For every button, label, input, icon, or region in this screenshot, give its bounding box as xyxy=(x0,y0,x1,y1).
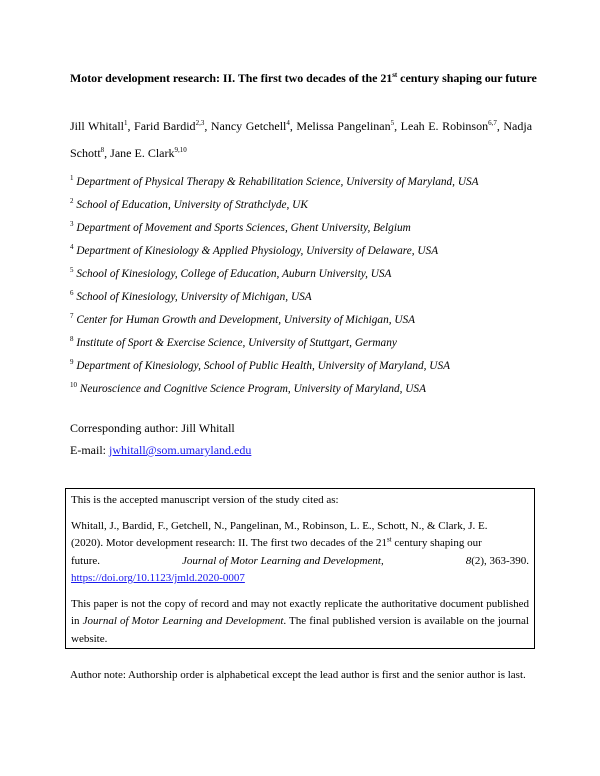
affiliation-item: $^2$ School of Education, University of Strathclyde, UK xyxy=(70,197,308,211)
affiliation-item: $^8$ Institute of Sport & Exercise Science, University of Stuttgart, Germany xyxy=(70,335,397,349)
author-name: Melissa Pangelinan xyxy=(296,119,391,133)
author-affiliation-marker: 8 xyxy=(100,146,105,154)
journal-name: Journal of Motor Learning and Development, xyxy=(182,554,384,567)
citation-line-1: Whitall, J., Bardid, F., Getchell, N., Pangelinan, M., Robinson, L. E., Schott, N., & Clark, J. E. xyxy=(71,519,488,532)
notice-intro: This is the accepted manuscript version of the study cited as: xyxy=(71,494,339,506)
doi-link[interactable]: https://doi.org/10.1123/jmld.2020-0007 xyxy=(71,572,245,584)
affiliation-item: $^6$ School of Kinesiology, University of Michigan, USA xyxy=(70,289,312,303)
email-link[interactable]: jwhitall@som.umaryland.edu xyxy=(109,443,252,457)
author-note: Author note: Authorship order is alphabetical except the lead author is first and the senior author is last. xyxy=(70,669,526,681)
author-name: Leah E. Robinson xyxy=(400,119,489,133)
author-name: Jane E. Clark xyxy=(110,146,175,160)
affiliation-item: $^4$ Department of Kinesiology & Applied Physiology, University of Delaware, USA xyxy=(70,243,439,257)
author-name: Nancy Getchell xyxy=(210,119,287,133)
author-affiliation-marker: 5 xyxy=(390,119,395,127)
manuscript-notice-box xyxy=(65,488,535,649)
citation-line-2: (2020). Motor development research: II. The first two decades of the 21st century shaping our xyxy=(71,535,482,549)
email-line: E-mail: jwhitall@som.umaryland.edu xyxy=(70,443,252,457)
author-affiliation-marker: 9,10 xyxy=(174,146,187,154)
author-name: Jill Whitall xyxy=(70,119,124,133)
author-list: Jill Whitall$^1$, Farid Bardid$^{2,3}$, Nancy Getchell$^4$, Melissa Pangelinan$^5$, Leah E. Robinson$^{6,7}$, Nadja Schott$^8$, Jane E. Clark$^{9,10}$ xyxy=(70,119,533,160)
author-name: Farid Bardid xyxy=(134,119,196,133)
author-name: Nadja Schott xyxy=(70,119,533,160)
affiliation-item: $^1$ Department of Physical Therapy & Rehabilitation Science, University of Maryland, USA xyxy=(70,174,479,188)
author-affiliation-marker: 2,3 xyxy=(195,119,205,127)
citation-line-3: future. Journal of Motor Learning and Development, 8(2), 363-390. xyxy=(71,553,529,571)
corresponding-author xyxy=(70,417,251,461)
affiliation-item: $^{10}$ Neuroscience and Cognitive Science Program, University of Maryland, USA xyxy=(70,381,426,395)
affiliation-item: $^5$ School of Kinesiology, College of Education, Auburn University, USA xyxy=(70,266,392,280)
notice-disclaimer: This paper is not the copy of record and may not exactly replicate the authoritative document published in Journal of Motor Learning and Development. The final published version is available on the journal website. xyxy=(71,597,529,645)
corresponding-author-label: Corresponding author: Jill Whitall xyxy=(70,421,235,435)
affiliation-item: $^7$ Center for Human Growth and Development, University of Michigan, USA xyxy=(70,312,416,326)
author-affiliation-marker: 6,7 xyxy=(488,119,497,127)
author-affiliation-marker: 4 xyxy=(286,119,290,127)
affiliation-item: $^9$ Department of Kinesiology, School of Public Health, University of Maryland, USA xyxy=(70,358,451,372)
author-affiliation-marker: 1 xyxy=(123,119,128,127)
affiliation-item: $^3$ Department of Movement and Sports Sciences, Ghent University, Belgium xyxy=(70,220,411,234)
paper-title: Motor development research: II. The first two decades of the 21st century shaping our future xyxy=(70,71,537,85)
